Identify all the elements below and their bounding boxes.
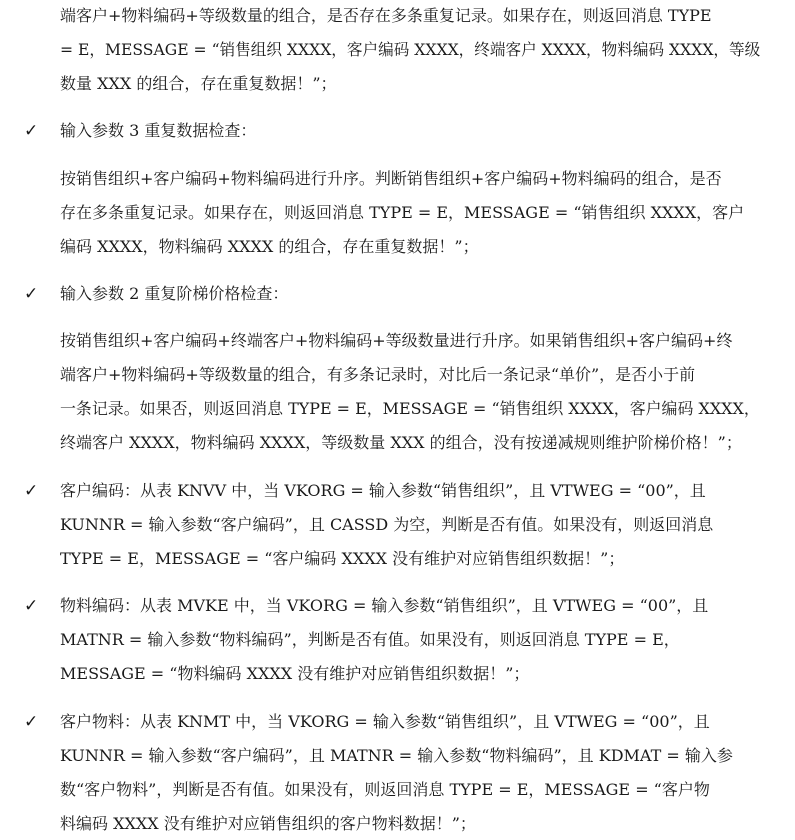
check-item-line: KUNNR = 输入参数“客户编码”，且 MATNR = 输入参数“物料编码”，且 KDMAT = 输入参	[60, 746, 733, 765]
check-icon: ✓	[24, 284, 39, 304]
paragraph-line: 端客户+物料编码+等级数量的组合，有多条记录时，对比后一条记录“单价”，是否小于前	[60, 365, 696, 384]
section-heading: 输入参数 3 重复数据检查：	[60, 121, 257, 140]
paragraph-line: 端客户+物料编码+等级数量的组合，是否存在多条重复记录。如果存在，则返回消息 TYPE	[60, 6, 712, 25]
paragraph-line: 一条记录。如果否，则返回消息 TYPE = E，MESSAGE = “销售组织 XXXX，客户编码 XXXX，	[60, 399, 760, 418]
paragraph-line: 终端客户 XXXX，物料编码 XXXX，等级数量 XXX 的组合，没有按递减规则维护阶梯价格！”；	[60, 433, 742, 452]
check-icon: ✓	[24, 712, 39, 732]
paragraph-line: = E，MESSAGE = “销售组织 XXXX，客户编码 XXXX，终端客户 XXXX，物料编码 XXXX，等级	[60, 40, 761, 59]
check-icon: ✓	[24, 481, 39, 501]
paragraph-line: 存在多条重复记录。如果存在，则返回消息 TYPE = E，MESSAGE = “销售组织 XXXX，客户	[60, 203, 745, 222]
paragraph-line: 编码 XXXX，物料编码 XXXX 的组合，存在重复数据！”；	[60, 237, 479, 256]
check-item-line: 客户编码：从表 KNVV 中，当 VKORG = 输入参数“销售组织”，且 VTWEG = “00”，且	[60, 481, 706, 500]
paragraph-line: 数量 XXX 的组合，存在重复数据！”；	[60, 74, 337, 93]
check-item-line: 客户物料：从表 KNMT 中，当 VKORG = 输入参数“销售组织”，且 VTWEG = “00”，且	[60, 712, 710, 731]
check-item-line: 数“客户物料”，判断是否有值。如果没有，则返回消息 TYPE = E，MESSAGE = “客户物	[60, 780, 710, 799]
paragraph-line: 按销售组织+客户编码+终端客户+物料编码+等级数量进行升序。如果销售组织+客户编码+终	[60, 331, 733, 350]
check-item-line: TYPE = E，MESSAGE = “客户编码 XXXX 没有维护对应销售组织数据！”；	[60, 549, 625, 568]
check-item-line: 物料编码：从表 MVKE 中，当 VKORG = 输入参数“销售组织”，且 VTWEG = “00”，且	[60, 596, 709, 615]
check-item-line: MESSAGE = “物料编码 XXXX 没有维护对应销售组织数据！”；	[60, 664, 530, 683]
check-icon: ✓	[24, 121, 39, 141]
check-icon: ✓	[24, 596, 39, 616]
check-item-line: KUNNR = 输入参数“客户编码”，且 CASSD 为空，判断是否有值。如果没有，则返回消息	[60, 515, 714, 534]
paragraph-line: 按销售组织+客户编码+物料编码进行升序。判断销售组织+客户编码+物料编码的组合，是否	[60, 169, 722, 188]
check-item-line: 料编码 XXXX 没有维护对应销售组织的客户物料数据！”；	[60, 814, 476, 833]
section-heading: 输入参数 2 重复阶梯价格检查：	[60, 284, 289, 303]
check-item-line: MATNR = 输入参数“物料编码”，判断是否有值。如果没有，则返回消息 TYPE = E，	[60, 630, 680, 649]
